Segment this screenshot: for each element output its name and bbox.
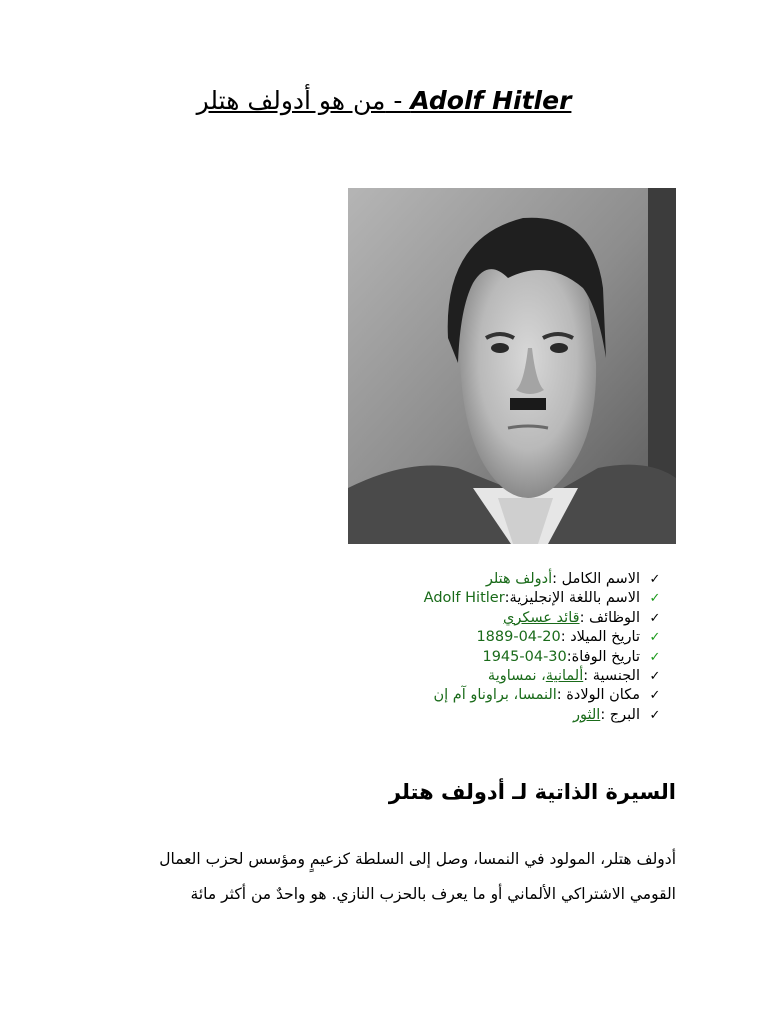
fact-value: النمسا، براوناو آم إن bbox=[433, 687, 557, 704]
paragraph-line: القومي الاشتراكي الألماني أو ما يعرف بالحزب النازي. هو واحدٌ من أكثر مائة bbox=[190, 885, 676, 903]
fact-occupation bbox=[300, 609, 670, 628]
portrait-photo bbox=[348, 188, 676, 544]
fact-label: تاريخ الميلاد : bbox=[560, 629, 640, 646]
checkmark-icon: ✓ bbox=[649, 688, 661, 704]
portrait-illustration bbox=[348, 188, 676, 544]
fact-label: الجنسية : bbox=[583, 668, 640, 685]
zodiac-link[interactable]: الثور bbox=[572, 706, 601, 723]
fact-label: البرج : bbox=[600, 706, 640, 723]
biography-paragraph bbox=[100, 842, 676, 912]
fact-value: 1889-04-20 bbox=[476, 629, 561, 646]
fact-label: الوظائف : bbox=[579, 609, 640, 626]
fact-english-name bbox=[300, 589, 670, 608]
checkmark-icon: ✓ bbox=[649, 572, 661, 587]
fact-label: تاريخ الوفاة: bbox=[566, 648, 640, 665]
fact-birthplace bbox=[300, 686, 670, 705]
checkmark-icon: ✓ bbox=[649, 649, 661, 665]
checkmark-icon: ✓ bbox=[649, 630, 661, 646]
fact-value: أدولف هتلر bbox=[485, 571, 553, 587]
checkmark-icon: ✓ bbox=[649, 707, 661, 723]
occupation-link[interactable]: قائد عسكري bbox=[503, 609, 580, 626]
fact-label: الاسم الكامل : bbox=[552, 571, 640, 587]
checkmark-icon: ✓ bbox=[649, 669, 661, 685]
fact-label: الاسم باللغة الإنجليزية: bbox=[504, 590, 640, 607]
fact-value: 1945-04-30 bbox=[482, 648, 567, 665]
section-heading: السيرة الذاتية لـ أدولف هتلر bbox=[388, 780, 676, 804]
checkmark-icon: ✓ bbox=[649, 591, 661, 607]
facts-list bbox=[300, 570, 670, 725]
fact-nationality bbox=[300, 667, 670, 686]
fact-value: Adolf Hitler bbox=[423, 590, 505, 607]
paragraph-line: أدولف هتلر، المولود في النمسا، وصل إلى السلطة كزعيمٍ ومؤسس لحزب العمال bbox=[159, 850, 676, 868]
fact-label: مكان الولادة : bbox=[556, 687, 640, 704]
fact-death-date bbox=[300, 648, 670, 667]
nationality-link[interactable]: ألمانية bbox=[545, 668, 584, 685]
title-english: Adolf Hitler bbox=[410, 86, 572, 115]
fact-value: ، نمساوية bbox=[487, 668, 546, 685]
title-arabic: من هو أدولف هتلر - bbox=[196, 86, 411, 115]
fact-zodiac bbox=[300, 706, 670, 725]
fact-full-name bbox=[300, 570, 670, 589]
checkmark-icon: ✓ bbox=[649, 610, 661, 626]
fact-birth-date bbox=[300, 628, 670, 647]
page-title bbox=[0, 86, 768, 115]
